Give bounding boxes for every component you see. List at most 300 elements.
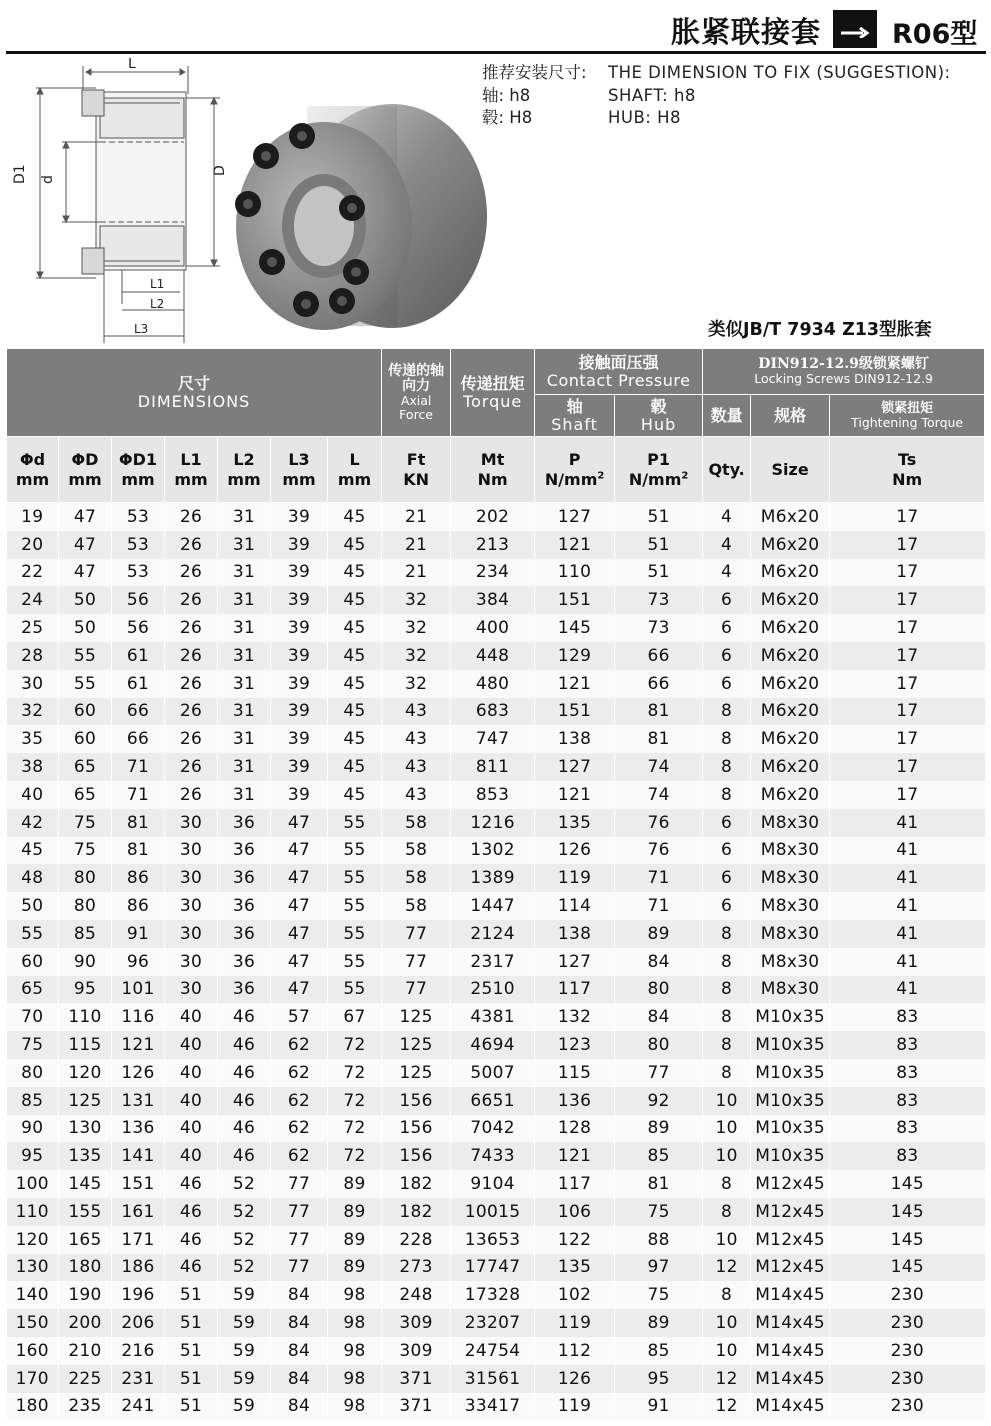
table-cell: 77 <box>382 920 451 948</box>
table-cell: 17 <box>830 614 985 642</box>
table-row <box>7 781 985 809</box>
table-cell: 448 <box>451 642 535 670</box>
table-cell: 85 <box>7 1087 59 1115</box>
table-cell: 36 <box>218 809 271 837</box>
table-cell: 39 <box>271 670 328 698</box>
table-cell: 73 <box>615 614 703 642</box>
table-cell: 121 <box>535 1142 615 1170</box>
table-cell: 51 <box>615 531 703 559</box>
table-cell: 91 <box>112 920 165 948</box>
table-row <box>7 1254 985 1282</box>
table-cell: 89 <box>328 1198 382 1226</box>
table-cell: 51 <box>165 1281 218 1309</box>
table-cell: 30 <box>7 670 59 698</box>
table-cell: 121 <box>112 1031 165 1059</box>
table-cell: 77 <box>271 1170 328 1198</box>
table-cell: 85 <box>615 1142 703 1170</box>
table-cell: 61 <box>112 670 165 698</box>
table-cell: M8x30 <box>751 809 830 837</box>
table-cell: 36 <box>218 892 271 920</box>
table-cell: M12x45 <box>751 1198 830 1226</box>
table-cell: 230 <box>830 1309 985 1337</box>
table-cell: 58 <box>382 892 451 920</box>
table-cell: 51 <box>165 1365 218 1393</box>
table-cell: 60 <box>59 698 112 726</box>
table-cell: 32 <box>382 614 451 642</box>
table-cell: 47 <box>271 920 328 948</box>
table-cell: 30 <box>165 920 218 948</box>
table-cell: 31 <box>218 753 271 781</box>
table-cell: 30 <box>165 837 218 865</box>
table-cell: 55 <box>328 864 382 892</box>
table-cell: 41 <box>830 892 985 920</box>
table-cell: 50 <box>59 586 112 614</box>
table-cell: 45 <box>328 698 382 726</box>
table-cell: 91 <box>615 1393 703 1421</box>
table-cell: 90 <box>59 948 112 976</box>
install-line3-en: HUB: H8 <box>608 108 682 127</box>
table-cell: 62 <box>271 1087 328 1115</box>
table-row <box>7 1059 985 1087</box>
table-cell: 125 <box>382 1003 451 1031</box>
table-cell: 98 <box>328 1309 382 1337</box>
table-cell: 84 <box>271 1365 328 1393</box>
table-cell: 6 <box>703 586 751 614</box>
table-cell: 17 <box>830 642 985 670</box>
table-row <box>7 503 985 531</box>
table-cell: 58 <box>382 809 451 837</box>
table-cell: 90 <box>7 1115 59 1143</box>
table-cell: 135 <box>59 1142 112 1170</box>
table-cell: 46 <box>165 1226 218 1254</box>
table-cell: 47 <box>271 976 328 1004</box>
table-cell: 97 <box>615 1254 703 1282</box>
table-cell: 230 <box>830 1365 985 1393</box>
table-cell: 132 <box>535 1003 615 1031</box>
table-cell: 117 <box>535 976 615 1004</box>
table-cell: 1216 <box>451 809 535 837</box>
table-cell: 683 <box>451 698 535 726</box>
table-cell: 80 <box>615 1031 703 1059</box>
table-cell: 26 <box>165 753 218 781</box>
table-cell: 48 <box>7 864 59 892</box>
table-cell: 85 <box>615 1337 703 1365</box>
table-cell: 12 <box>703 1365 751 1393</box>
table-cell: 130 <box>7 1254 59 1282</box>
table-cell: M10x35 <box>751 1059 830 1087</box>
table-cell: M8x30 <box>751 864 830 892</box>
table-cell: 83 <box>830 1059 985 1087</box>
table-cell: 235 <box>59 1393 112 1421</box>
table-cell: 41 <box>830 920 985 948</box>
table-row <box>7 948 985 976</box>
table-cell: 24754 <box>451 1337 535 1365</box>
table-cell: 55 <box>59 670 112 698</box>
table-cell: 75 <box>615 1281 703 1309</box>
table-cell: M12x45 <box>751 1226 830 1254</box>
table-cell: 123 <box>535 1031 615 1059</box>
column-header: P1 $N/mm^2$ <box>615 437 703 503</box>
table-row <box>7 1226 985 1254</box>
table-cell: 210 <box>59 1337 112 1365</box>
table-row <box>7 1198 985 1226</box>
table-cell: M10x35 <box>751 1003 830 1031</box>
table-cell: 36 <box>218 976 271 1004</box>
table-cell: 89 <box>615 1309 703 1337</box>
table-row <box>7 1031 985 1059</box>
table-cell: 136 <box>535 1087 615 1115</box>
table-cell: 21 <box>382 559 451 587</box>
table-cell: 72 <box>328 1087 382 1115</box>
table-cell: 170 <box>7 1365 59 1393</box>
table-cell: M8x30 <box>751 892 830 920</box>
model-code: R06型 <box>892 19 978 50</box>
table-cell: 26 <box>165 725 218 753</box>
table-cell: 26 <box>165 614 218 642</box>
table-cell: 47 <box>271 809 328 837</box>
table-cell: 130 <box>59 1115 112 1143</box>
table-cell: 180 <box>7 1393 59 1421</box>
install-line3-cn: 毂: H8 <box>482 108 533 127</box>
table-cell: 41 <box>830 948 985 976</box>
table-cell: 10 <box>703 1115 751 1143</box>
table-cell: 46 <box>165 1198 218 1226</box>
table-row <box>7 586 985 614</box>
table-cell: 7042 <box>451 1115 535 1143</box>
table-cell: 59 <box>218 1337 271 1365</box>
table-cell: M12x45 <box>751 1254 830 1282</box>
section-drawing <box>0 58 240 348</box>
table-cell: M14x45 <box>751 1281 830 1309</box>
table-cell: 96 <box>112 948 165 976</box>
table-cell: 17328 <box>451 1281 535 1309</box>
table-cell: 89 <box>615 1115 703 1143</box>
table-cell: 230 <box>830 1281 985 1309</box>
table-row <box>7 976 985 1004</box>
table-cell: 45 <box>328 614 382 642</box>
table-cell: 8 <box>703 725 751 753</box>
table-cell: 83 <box>830 1142 985 1170</box>
table-cell: 126 <box>112 1059 165 1087</box>
table-cell: M6x20 <box>751 614 830 642</box>
table-cell: 182 <box>382 1198 451 1226</box>
table-cell: 74 <box>615 781 703 809</box>
table-cell: 41 <box>830 837 985 865</box>
table-cell: 51 <box>165 1309 218 1337</box>
table-cell: 58 <box>382 837 451 865</box>
table-cell: 171 <box>112 1226 165 1254</box>
table-cell: 62 <box>271 1059 328 1087</box>
table-row <box>7 531 985 559</box>
table-cell: 190 <box>59 1281 112 1309</box>
table-cell: 59 <box>218 1365 271 1393</box>
table-cell: 95 <box>7 1142 59 1170</box>
table-cell: 126 <box>535 837 615 865</box>
table-cell: 2510 <box>451 976 535 1004</box>
label-D1: D1 <box>12 164 28 184</box>
table-cell: 182 <box>382 1170 451 1198</box>
table-cell: 40 <box>7 781 59 809</box>
table-cell: 8 <box>703 698 751 726</box>
table-cell: 77 <box>271 1198 328 1226</box>
table-cell: M6x20 <box>751 559 830 587</box>
table-cell: 72 <box>328 1059 382 1087</box>
table-cell: M6x20 <box>751 642 830 670</box>
table-row <box>7 1281 985 1309</box>
table-row <box>7 698 985 726</box>
table-cell: 5007 <box>451 1059 535 1087</box>
table-cell: 26 <box>165 642 218 670</box>
table-cell: 117 <box>535 1170 615 1198</box>
table-cell: 51 <box>615 503 703 531</box>
group-size: 规格 <box>751 395 830 437</box>
column-header: L2 mm <box>218 437 271 503</box>
table-cell: 52 <box>218 1170 271 1198</box>
table-cell: 53 <box>112 559 165 587</box>
table-cell: 6 <box>703 642 751 670</box>
group-torque: 传递扭矩 Torque <box>451 349 535 437</box>
table-cell: 95 <box>59 976 112 1004</box>
table-cell: M6x20 <box>751 531 830 559</box>
table-cell: 55 <box>328 837 382 865</box>
table-cell: 71 <box>112 781 165 809</box>
table-cell: 202 <box>451 503 535 531</box>
column-header: Φd mm <box>7 437 59 503</box>
table-cell: M6x20 <box>751 698 830 726</box>
table-cell: 40 <box>165 1003 218 1031</box>
table-cell: 83 <box>830 1031 985 1059</box>
table-cell: 95 <box>615 1365 703 1393</box>
table-cell: 55 <box>328 892 382 920</box>
table-cell: 853 <box>451 781 535 809</box>
table-row <box>7 1337 985 1365</box>
table-cell: 6 <box>703 864 751 892</box>
table-cell: 136 <box>112 1115 165 1143</box>
table-cell: 8 <box>703 1170 751 1198</box>
table-cell: 30 <box>165 976 218 1004</box>
page-title: 胀紧联接套 <box>670 15 821 49</box>
table-cell: 84 <box>271 1309 328 1337</box>
table-cell: 31 <box>218 614 271 642</box>
group-contact-pressure: 接触面压强 Contact Pressure <box>535 349 703 395</box>
table-cell: 56 <box>112 586 165 614</box>
table-cell: 2317 <box>451 948 535 976</box>
table-cell: 309 <box>382 1309 451 1337</box>
table-cell: 89 <box>328 1170 382 1198</box>
table-cell: 75 <box>59 809 112 837</box>
table-cell: 86 <box>112 864 165 892</box>
table-cell: 4 <box>703 503 751 531</box>
table-cell: 81 <box>615 725 703 753</box>
label-L1: L1 <box>150 277 165 291</box>
table-cell: 46 <box>218 1142 271 1170</box>
table-cell: 17 <box>830 753 985 781</box>
table-cell: 47 <box>271 864 328 892</box>
table-cell: 8 <box>703 976 751 1004</box>
table-cell: 77 <box>382 948 451 976</box>
table-cell: 55 <box>328 948 382 976</box>
table-cell: 38 <box>7 753 59 781</box>
table-cell: 32 <box>382 642 451 670</box>
table-cell: 145 <box>830 1170 985 1198</box>
table-row <box>7 1142 985 1170</box>
table-cell: 80 <box>615 976 703 1004</box>
table-cell: 4 <box>703 531 751 559</box>
table-cell: 30 <box>165 948 218 976</box>
table-cell: 811 <box>451 753 535 781</box>
table-cell: 21 <box>382 531 451 559</box>
table-cell: M10x35 <box>751 1142 830 1170</box>
table-cell: 225 <box>59 1365 112 1393</box>
table-cell: 83 <box>830 1087 985 1115</box>
table-cell: M6x20 <box>751 670 830 698</box>
table-cell: 39 <box>271 503 328 531</box>
table-cell: 20 <box>7 531 59 559</box>
table-cell: 40 <box>165 1059 218 1087</box>
table-cell: 371 <box>382 1365 451 1393</box>
table-cell: 121 <box>535 531 615 559</box>
table-cell: 92 <box>615 1087 703 1115</box>
table-cell: M6x20 <box>751 725 830 753</box>
table-cell: M6x20 <box>751 503 830 531</box>
table-cell: 51 <box>165 1337 218 1365</box>
table-cell: 309 <box>382 1337 451 1365</box>
table-cell: 61 <box>112 642 165 670</box>
table-row <box>7 559 985 587</box>
table-row <box>7 1003 985 1031</box>
table-cell: 121 <box>535 781 615 809</box>
table-cell: 4694 <box>451 1031 535 1059</box>
table-cell: 55 <box>7 920 59 948</box>
table-cell: 77 <box>615 1059 703 1087</box>
column-header: Mt Nm <box>451 437 535 503</box>
table-cell: 17 <box>830 586 985 614</box>
table-cell: 6 <box>703 670 751 698</box>
table-cell: 46 <box>218 1087 271 1115</box>
table-cell: 75 <box>59 837 112 865</box>
table-cell: 88 <box>615 1226 703 1254</box>
table-cell: 59 <box>218 1393 271 1421</box>
table-cell: 45 <box>328 531 382 559</box>
table-cell: 10 <box>703 1142 751 1170</box>
table-cell: 46 <box>218 1031 271 1059</box>
table-cell: 26 <box>165 586 218 614</box>
table-cell: M10x35 <box>751 1031 830 1059</box>
table-cell: 31 <box>218 531 271 559</box>
table-cell: 6 <box>703 614 751 642</box>
table-cell: 55 <box>328 920 382 948</box>
table-cell: 45 <box>328 753 382 781</box>
table-cell: 26 <box>165 531 218 559</box>
table-cell: 52 <box>218 1226 271 1254</box>
table-cell: 110 <box>59 1003 112 1031</box>
table-cell: 12 <box>703 1393 751 1421</box>
table-cell: 84 <box>271 1337 328 1365</box>
table-cell: 66 <box>615 670 703 698</box>
table-cell: 116 <box>112 1003 165 1031</box>
table-cell: 31 <box>218 725 271 753</box>
table-cell: 6 <box>703 892 751 920</box>
table-cell: 45 <box>328 503 382 531</box>
table-cell: 135 <box>535 809 615 837</box>
column-header: P $N/mm^2$ <box>535 437 615 503</box>
table-cell: 106 <box>535 1198 615 1226</box>
table-cell: 273 <box>382 1254 451 1282</box>
label-d: d <box>40 175 56 184</box>
table-cell: M14x45 <box>751 1393 830 1421</box>
table-cell: 127 <box>535 753 615 781</box>
table-cell: 45 <box>328 781 382 809</box>
table-cell: M10x35 <box>751 1115 830 1143</box>
table-cell: 31 <box>218 781 271 809</box>
table-cell: 6651 <box>451 1087 535 1115</box>
table-cell: 89 <box>615 920 703 948</box>
table-cell: 76 <box>615 837 703 865</box>
title-bar <box>0 0 991 56</box>
table-cell: 84 <box>615 1003 703 1031</box>
table-cell: 110 <box>7 1198 59 1226</box>
group-shaft: 轴 Shaft <box>535 395 615 437</box>
table-cell: 26 <box>165 698 218 726</box>
install-line1-en: THE DIMENSION TO FIX (SUGGESTION): <box>608 63 951 82</box>
table-cell: 32 <box>382 586 451 614</box>
table-cell: 53 <box>112 531 165 559</box>
table-cell: 17 <box>830 559 985 587</box>
table-cell: 80 <box>59 864 112 892</box>
table-cell: 45 <box>328 725 382 753</box>
table-row <box>7 837 985 865</box>
product-photo <box>232 96 492 336</box>
table-cell: 53 <box>112 503 165 531</box>
table-cell: 72 <box>328 1142 382 1170</box>
title-divider <box>6 51 986 54</box>
table-cell: 151 <box>535 698 615 726</box>
table-cell: 480 <box>451 670 535 698</box>
table-cell: 19 <box>7 503 59 531</box>
group-hub: 毂 Hub <box>615 395 703 437</box>
table-cell: 75 <box>615 1198 703 1226</box>
table-cell: 234 <box>451 559 535 587</box>
group-qty: 数量 <box>703 395 751 437</box>
table-cell: M14x45 <box>751 1337 830 1365</box>
table-cell: 180 <box>59 1254 112 1282</box>
table-row <box>7 1087 985 1115</box>
install-line1-cn: 推荐安装尺寸: <box>482 63 587 82</box>
table-cell: 66 <box>615 642 703 670</box>
table-cell: 51 <box>165 1393 218 1421</box>
table-cell: 145 <box>535 614 615 642</box>
table-cell: 135 <box>535 1254 615 1282</box>
column-header: Qty. <box>703 437 751 503</box>
table-cell: 140 <box>7 1281 59 1309</box>
table-cell: 186 <box>112 1254 165 1282</box>
table-cell: M10x35 <box>751 1087 830 1115</box>
table-cell: 39 <box>271 586 328 614</box>
table-cell: 156 <box>382 1115 451 1143</box>
table-cell: 51 <box>615 559 703 587</box>
table-cell: 45 <box>328 642 382 670</box>
group-tightening-torque: 锁紧扭矩 Tightening Torque <box>830 395 985 437</box>
table-cell: 747 <box>451 725 535 753</box>
table-cell: 4381 <box>451 1003 535 1031</box>
table-cell: 81 <box>615 698 703 726</box>
table-cell: 60 <box>7 948 59 976</box>
table-cell: 145 <box>830 1198 985 1226</box>
table-cell: 43 <box>382 698 451 726</box>
table-row <box>7 809 985 837</box>
table-cell: 35 <box>7 725 59 753</box>
table-cell: 26 <box>165 503 218 531</box>
